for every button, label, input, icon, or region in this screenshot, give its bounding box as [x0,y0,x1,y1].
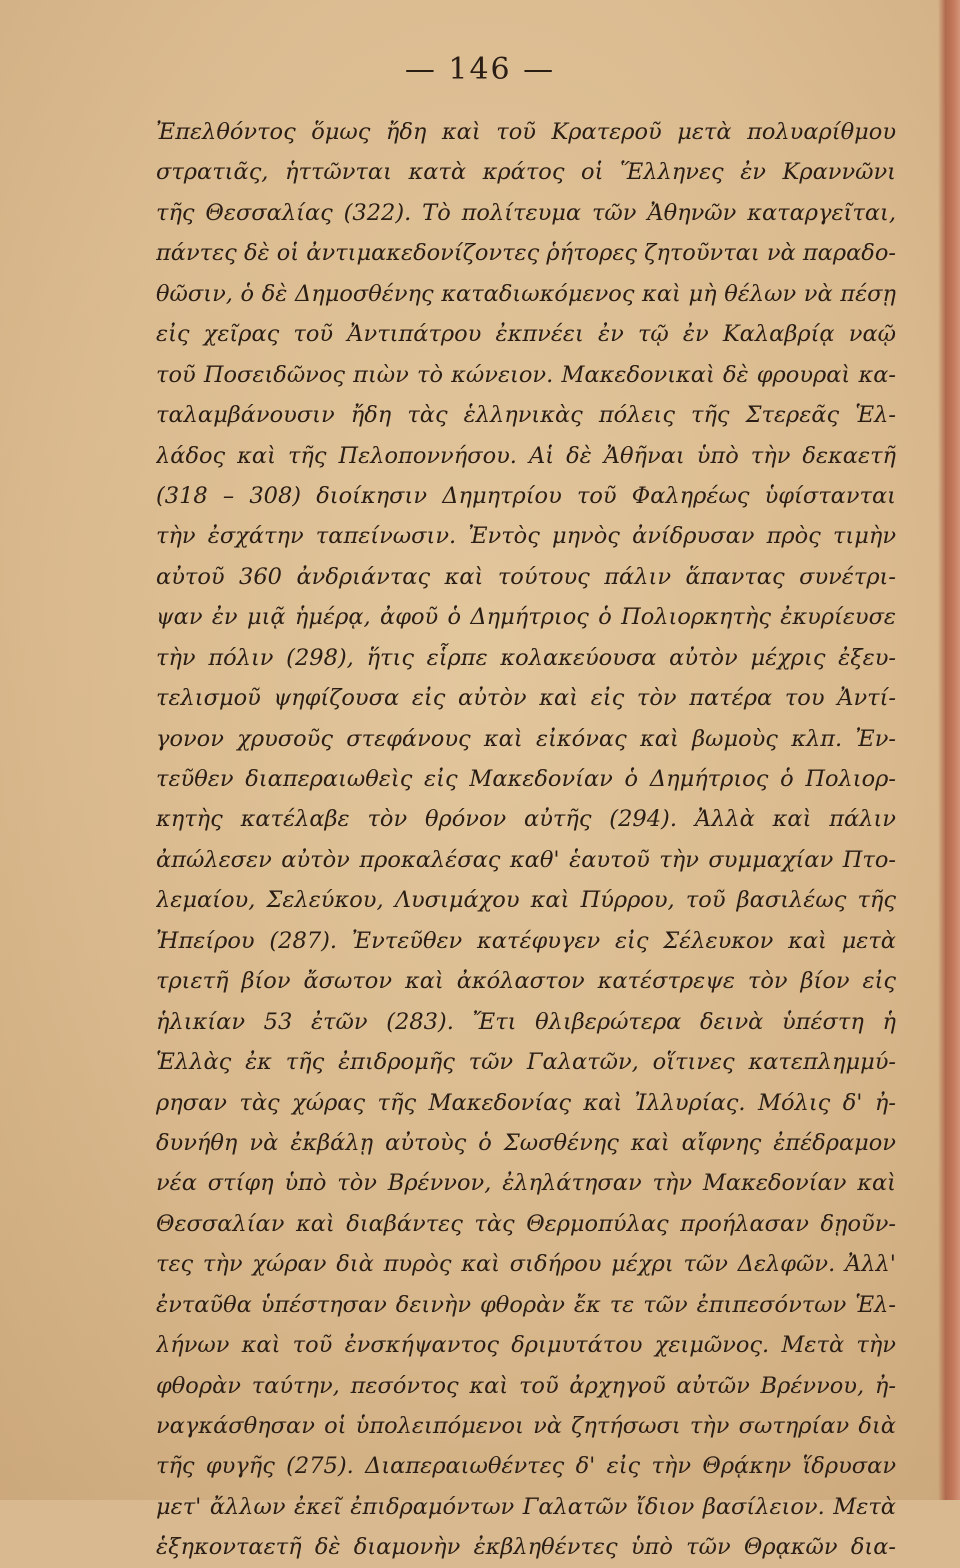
text-line: πάντες δὲ οἱ ἀντιμακεδονίζοντες ῥήτορες ζητοῦνται νὰ παραδο- [156,240,896,267]
text-line: Θεσσαλίαν καὶ διαβάντες τὰς Θερμοπύλας προήλασαν δῃοῦν- [156,1210,896,1237]
text-line: Ἑλλὰς ἐκ τῆς ἐπιδρομῆς τῶν Γαλατῶν, οἵτινες κατεπλημμύ- [156,1049,896,1076]
text-line: αὐτοῦ 360 ἀνδριάντας καὶ τούτους πάλιν ἅπαντας συνέτρι- [156,563,896,590]
text-line: τὴν πόλιν (298), ἥτις εἷρπε κολακεύουσα αὐτὸν μέχρις ἐξευ- [156,644,896,671]
text-line: τες τὴν χώραν διὰ πυρὸς καὶ σιδήρου μέχρι τῶν Δελφῶν. Ἀλλ' [156,1251,896,1278]
text-line: τοῦ Ποσειδῶνος πιὼν τὸ κώνειον. Μακεδονικαὶ δὲ φρουραὶ κα- [156,361,896,388]
text-line: τὴν ἐσχάτην ταπείνωσιν. Ἐντὸς μηνὸς ἀνίδρυσαν πρὸς τιμὴν [156,523,896,550]
text-line: ἀπώλεσεν αὐτὸν προκαλέσας καθ' ἑαυτοῦ τὴν συμμαχίαν Πτο- [156,846,896,873]
page-number: — 146 — [404,52,556,87]
text-line: Ἐπελθόντος ὅμως ἤδη καὶ τοῦ Κρατεροῦ μετὰ πολυαρίθμου [156,119,896,145]
text-line: τελισμοῦ ψηφίζουσα εἰς αὐτὸν καὶ εἰς τὸν πατέρα του Ἀντί- [156,685,896,712]
text-line: θῶσιν, ὁ δὲ Δημοσθένης καταδιωκόμενος καὶ μὴ θέλων νὰ πέσῃ [156,280,896,307]
text-line: λεμαίου, Σελεύκου, Λυσιμάχου καὶ Πύρρου, τοῦ βασιλέως τῆς [156,887,896,914]
text-line: ταλαμβάνουσιν ἤδη τὰς ἑλληνικὰς πόλεις τῆς Στερεᾶς Ἑλ- [156,402,896,429]
text-line: λάδος καὶ τῆς Πελοποννήσου. Αἱ δὲ Ἀθῆναι ὑπὸ τὴν δεκαετῆ [156,442,896,469]
text-line: ναγκάσθησαν οἱ ὑπολειπόμενοι νὰ ζητήσωσι τὴν σωτηρίαν διὰ [156,1413,896,1439]
text-line: ψαν ἐν μιᾷ ἡμέρᾳ, ἀφοῦ ὁ Δημήτριος ὁ Πολιορκητὴς ἐκυρίευσε [156,604,896,631]
text-line: φθορὰν ταύτην, πεσόντος καὶ τοῦ ἀρχηγοῦ αὐτῶν Βρέννου, ἠ- [156,1372,896,1399]
text-line: τῆς φυγῆς (275). Διαπεραιωθέντες δ' εἰς τὴν Θρᾴκην ἵδρυσαν [156,1453,896,1480]
text-line: τριετῆ βίον ἄσωτον καὶ ἀκόλαστον κατέστρεψε τὸν βίον εἰς [156,968,896,995]
text-line: εἰς χεῖρας τοῦ Ἀντιπάτρου ἐκπνέει ἐν τῷ ἐν Καλαβρίᾳ ναῷ [156,321,896,348]
text-line: νέα στίφη ὑπὸ τὸν Βρέννον, ἐληλάτησαν τὴν Μακεδονίαν καὶ [156,1170,896,1197]
text-line: Ἠπείρου (287). Ἐντεῦθεν κατέφυγεν εἰς Σέλευκον καὶ μετὰ [156,927,896,954]
text-line: τῆς Θεσσαλίας (322). Τὸ πολίτευμα τῶν Ἀθηνῶν καταργεῖται, [156,199,896,226]
page-edge [938,0,960,1500]
text-line: ἐνταῦθα ὑπέστησαν δεινὴν φθορὰν ἔκ τε τῶν ἐπιπεσόντων Ἑλ- [156,1291,896,1318]
text-line: κητὴς κατέλαβε τὸν θρόνον αὐτῆς (294). Ἀλλὰ καὶ πάλιν [156,806,896,833]
text-line: γονον χρυσοῦς στεφάνους καὶ εἰκόνας καὶ βωμοὺς κλπ. Ἐν- [156,725,896,752]
text-line: (318 – 308) διοίκησιν Δημητρίου τοῦ Φαληρέως ὑφίστανται [156,482,896,509]
text-line: τεῦθεν διαπεραιωθεὶς εἰς Μακεδονίαν ὁ Δημήτριος ὁ Πολιορ- [156,766,896,792]
text-line: λήνων καὶ τοῦ ἐνσκήψαντος δριμυτάτου χειμῶνος. Μετὰ τὴν [156,1332,896,1359]
text-line: ρησαν τὰς χώρας τῆς Μακεδονίας καὶ Ἰλλυρίας. Μόλις δ' ἠ- [156,1089,896,1116]
text-line: δυνήθη νὰ ἐκβάλῃ αὐτοὺς ὁ Σωσθένης καὶ αἴφνης ἐπέδραμον [156,1129,896,1156]
text-line: ἡλικίαν 53 ἐτῶν (283). Ἔτι θλιβερώτερα δεινὰ ὑπέστη ἡ [156,1008,896,1035]
text-line: στρατιᾶς, ἡττῶνται κατὰ κράτος οἱ Ἕλληνες ἐν Κραννῶνι [156,159,896,186]
text-line: ἑξηκονταετῆ δὲ διαμονὴν ἐκβληθέντες ὑπὸ τῶν Θρᾳκῶν δια- [156,1534,896,1561]
text-line: μετ' ἄλλων ἐκεῖ ἐπιδραμόντων Γαλατῶν ἴδιον βασίλειον. Μετὰ [156,1493,896,1520]
body-text [156,112,896,1568]
